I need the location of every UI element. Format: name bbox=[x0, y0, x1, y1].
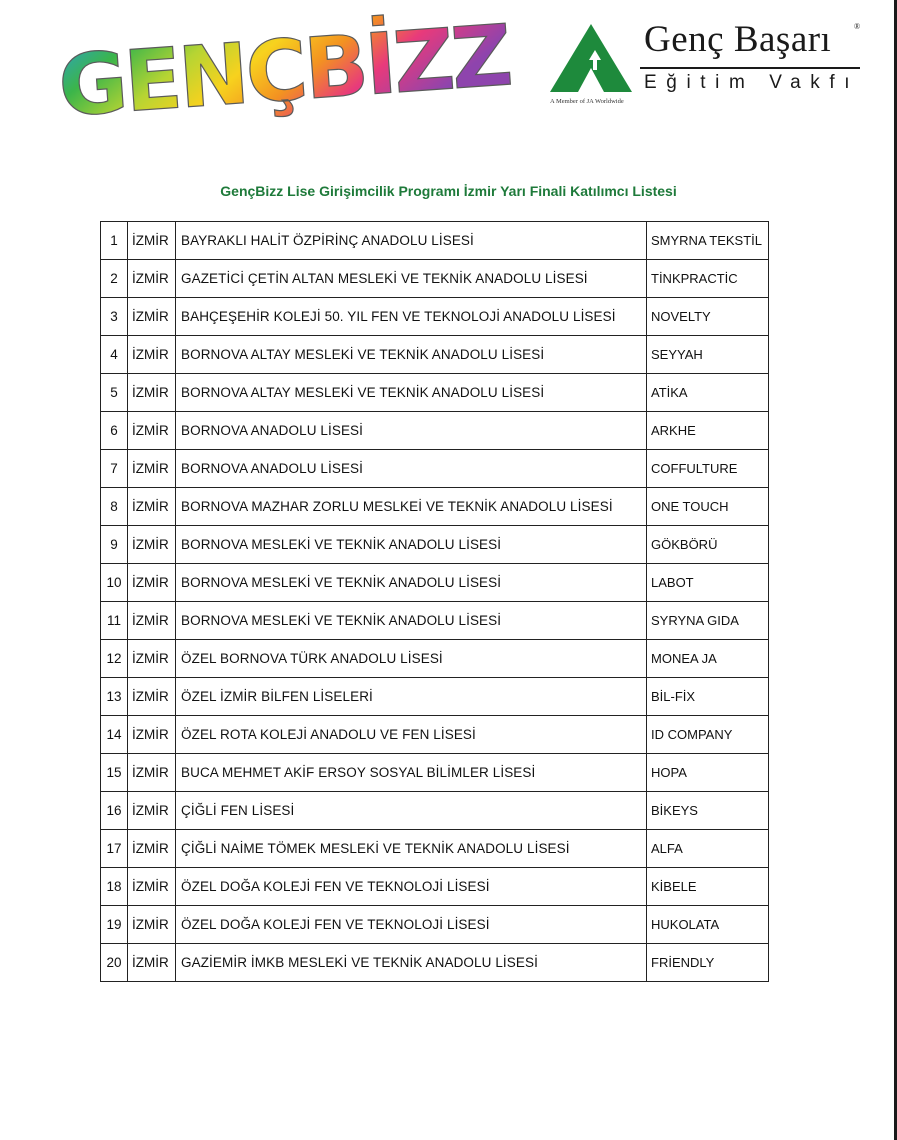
participants-table-body bbox=[101, 222, 769, 982]
school-cell: BORNOVA MESLEKİ VE TEKNİK ANADOLU LİSESİ bbox=[176, 526, 647, 564]
table-row bbox=[101, 526, 769, 564]
genc-basari-logo bbox=[548, 18, 868, 110]
school-cell: BORNOVA MAZHAR ZORLU MESLKEİ VE TEKNİK ANADOLU LİSESİ bbox=[176, 488, 647, 526]
city-cell: İZMİR bbox=[128, 602, 176, 640]
city-cell: İZMİR bbox=[128, 564, 176, 602]
genc-basari-name: Genç Başarı bbox=[644, 19, 832, 60]
row-number: 3 bbox=[101, 298, 128, 336]
row-number: 13 bbox=[101, 678, 128, 716]
city-cell: İZMİR bbox=[128, 412, 176, 450]
team-cell: HOPA bbox=[647, 754, 769, 792]
row-number: 9 bbox=[101, 526, 128, 564]
team-cell: BİL-FİX bbox=[647, 678, 769, 716]
team-cell: SYRYNA GIDA bbox=[647, 602, 769, 640]
city-cell: İZMİR bbox=[128, 298, 176, 336]
city-cell: İZMİR bbox=[128, 830, 176, 868]
table-row bbox=[101, 944, 769, 982]
school-cell: ÖZEL İZMİR BİLFEN LİSELERİ bbox=[176, 678, 647, 716]
table-row bbox=[101, 906, 769, 944]
row-number: 8 bbox=[101, 488, 128, 526]
table-row bbox=[101, 830, 769, 868]
team-cell: HUKOLATA bbox=[647, 906, 769, 944]
page-title: GençBizz Lise Girişimcilik Programı İzmir Yarı Finali Katılımcı Listesi bbox=[220, 183, 677, 199]
city-cell: İZMİR bbox=[128, 450, 176, 488]
school-cell: ÖZEL ROTA KOLEJİ ANADOLU VE FEN LİSESİ bbox=[176, 716, 647, 754]
city-cell: İZMİR bbox=[128, 260, 176, 298]
table-row bbox=[101, 716, 769, 754]
row-number: 5 bbox=[101, 374, 128, 412]
team-cell: SMYRNA TEKSTİL bbox=[647, 222, 769, 260]
table-row bbox=[101, 678, 769, 716]
team-cell: ALFA bbox=[647, 830, 769, 868]
row-number: 6 bbox=[101, 412, 128, 450]
table-row bbox=[101, 488, 769, 526]
school-cell: GAZETİCİ ÇETİN ALTAN MESLEKİ VE TEKNİK ANADOLU LİSESİ bbox=[176, 260, 647, 298]
row-number: 19 bbox=[101, 906, 128, 944]
school-cell: ÖZEL DOĞA KOLEJİ FEN VE TEKNOLOJİ LİSESİ bbox=[176, 906, 647, 944]
school-cell: BUCA MEHMET AKİF ERSOY SOSYAL BİLİMLER LİSESİ bbox=[176, 754, 647, 792]
city-cell: İZMİR bbox=[128, 336, 176, 374]
city-cell: İZMİR bbox=[128, 754, 176, 792]
table-row bbox=[101, 298, 769, 336]
row-number: 4 bbox=[101, 336, 128, 374]
table-row bbox=[101, 222, 769, 260]
team-cell: NOVELTY bbox=[647, 298, 769, 336]
team-cell: GÖKBÖRÜ bbox=[647, 526, 769, 564]
gencbizz-logo-text: GENÇBİZZ bbox=[55, 6, 513, 136]
city-cell: İZMİR bbox=[128, 716, 176, 754]
school-cell: BORNOVA ALTAY MESLEKİ VE TEKNİK ANADOLU LİSESİ bbox=[176, 336, 647, 374]
school-cell: BORNOVA ANADOLU LİSESİ bbox=[176, 450, 647, 488]
team-cell: COFFULTURE bbox=[647, 450, 769, 488]
city-cell: İZMİR bbox=[128, 526, 176, 564]
school-cell: BAYRAKLI HALİT ÖZPİRİNÇ ANADOLU LİSESİ bbox=[176, 222, 647, 260]
table-row bbox=[101, 792, 769, 830]
table-row bbox=[101, 754, 769, 792]
team-cell: FRİENDLY bbox=[647, 944, 769, 982]
genc-basari-divider bbox=[640, 67, 860, 69]
city-cell: İZMİR bbox=[128, 222, 176, 260]
row-number: 20 bbox=[101, 944, 128, 982]
row-number: 16 bbox=[101, 792, 128, 830]
row-number: 10 bbox=[101, 564, 128, 602]
table-row bbox=[101, 374, 769, 412]
row-number: 14 bbox=[101, 716, 128, 754]
city-cell: İZMİR bbox=[128, 868, 176, 906]
row-number: 2 bbox=[101, 260, 128, 298]
participants-table bbox=[100, 221, 769, 982]
team-cell: MONEA JA bbox=[647, 640, 769, 678]
genc-basari-subtitle: Eğitim Vakfı bbox=[644, 72, 860, 93]
team-cell: ARKHE bbox=[647, 412, 769, 450]
registered-mark: ® bbox=[854, 22, 861, 31]
row-number: 18 bbox=[101, 868, 128, 906]
school-cell: ÇİĞLİ NAİME TÖMEK MESLEKİ VE TEKNİK ANADOLU LİSESİ bbox=[176, 830, 647, 868]
school-cell: BORNOVA MESLEKİ VE TEKNİK ANADOLU LİSESİ bbox=[176, 602, 647, 640]
school-cell: GAZİEMİR İMKB MESLEKİ VE TEKNİK ANADOLU LİSESİ bbox=[176, 944, 647, 982]
team-cell: BİKEYS bbox=[647, 792, 769, 830]
school-cell: BORNOVA ALTAY MESLEKİ VE TEKNİK ANADOLU LİSESİ bbox=[176, 374, 647, 412]
school-cell: BORNOVA ANADOLU LİSESİ bbox=[176, 412, 647, 450]
school-cell: BORNOVA MESLEKİ VE TEKNİK ANADOLU LİSESİ bbox=[176, 564, 647, 602]
school-cell: ÇİĞLİ FEN LİSESİ bbox=[176, 792, 647, 830]
row-number: 17 bbox=[101, 830, 128, 868]
city-cell: İZMİR bbox=[128, 944, 176, 982]
table-row bbox=[101, 450, 769, 488]
row-number: 12 bbox=[101, 640, 128, 678]
team-cell: LABOT bbox=[647, 564, 769, 602]
team-cell: KİBELE bbox=[647, 868, 769, 906]
row-number: 1 bbox=[101, 222, 128, 260]
row-number: 7 bbox=[101, 450, 128, 488]
team-cell: TİNKPRACTİC bbox=[647, 260, 769, 298]
school-cell: BAHÇEŞEHİR KOLEJİ 50. YIL FEN VE TEKNOLOJİ ANADOLU LİSESİ bbox=[176, 298, 647, 336]
city-cell: İZMİR bbox=[128, 906, 176, 944]
city-cell: İZMİR bbox=[128, 792, 176, 830]
table-row bbox=[101, 260, 769, 298]
team-cell: ID COMPANY bbox=[647, 716, 769, 754]
gencbizz-logo bbox=[52, 6, 513, 136]
city-cell: İZMİR bbox=[128, 678, 176, 716]
table-row bbox=[101, 336, 769, 374]
city-cell: İZMİR bbox=[128, 640, 176, 678]
city-cell: İZMİR bbox=[128, 374, 176, 412]
school-cell: ÖZEL BORNOVA TÜRK ANADOLU LİSESİ bbox=[176, 640, 647, 678]
table-row bbox=[101, 564, 769, 602]
team-cell: ONE TOUCH bbox=[647, 488, 769, 526]
table-row bbox=[101, 602, 769, 640]
row-number: 15 bbox=[101, 754, 128, 792]
team-cell: SEYYAH bbox=[647, 336, 769, 374]
table-row bbox=[101, 412, 769, 450]
genc-basari-tagline: A Member of JA Worldwide bbox=[550, 98, 624, 105]
table-row bbox=[101, 640, 769, 678]
city-cell: İZMİR bbox=[128, 488, 176, 526]
school-cell: ÖZEL DOĞA KOLEJİ FEN VE TEKNOLOJİ LİSESİ bbox=[176, 868, 647, 906]
row-number: 11 bbox=[101, 602, 128, 640]
table-row bbox=[101, 868, 769, 906]
team-cell: ATİKA bbox=[647, 374, 769, 412]
genc-basari-triangle-icon bbox=[548, 22, 634, 94]
